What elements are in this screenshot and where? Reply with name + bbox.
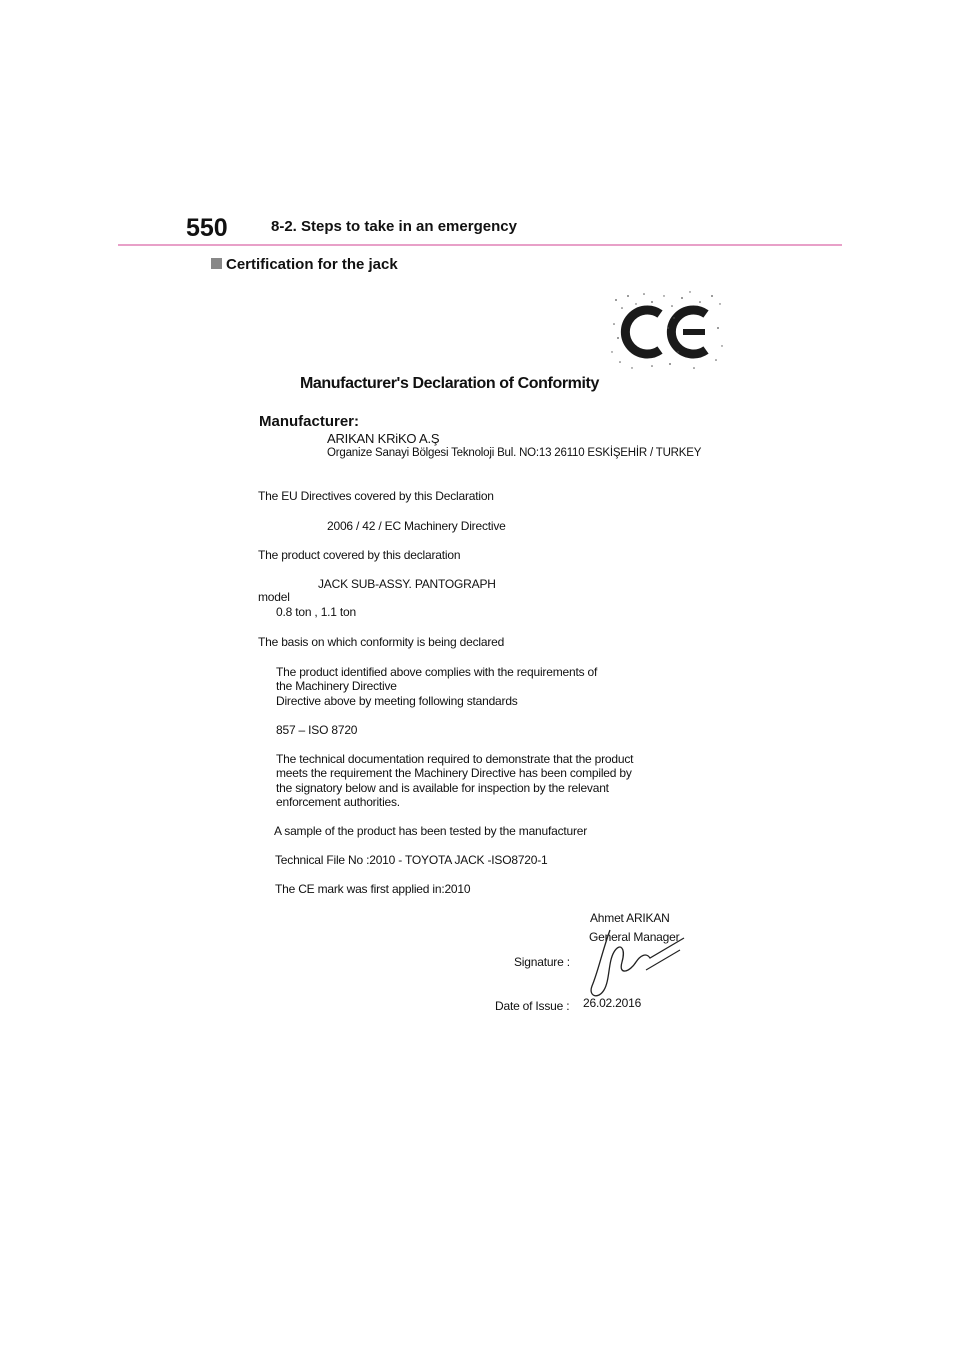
ce-mark-icon — [608, 288, 726, 372]
ce-first-applied: The CE mark was first applied in:2010 — [275, 882, 471, 896]
techdoc-line: meets the requirement the Machinery Directive has been compiled by — [276, 766, 632, 780]
basis-line: Directive above by meeting following standards — [276, 694, 518, 708]
product-label: The product covered by this declaration — [258, 548, 461, 562]
techdoc-line: enforcement authorities. — [276, 795, 400, 809]
manufacturer-address: Organize Sanayi Bölgesi Teknoloji Bul. NO:13 26110 ESKİŞEHİR / TURKEY — [327, 447, 702, 459]
date-value: 26.02.2016 — [583, 996, 642, 1010]
model-values: 0.8 ton , 1.1 ton — [276, 605, 356, 619]
header-rule — [118, 244, 842, 246]
directives-label: The EU Directives covered by this Declaration — [258, 489, 494, 503]
date-label: Date of Issue : — [495, 999, 570, 1013]
basis-line: The product identified above complies with the requirements of — [276, 665, 598, 679]
techdoc-line: The technical documentation required to demonstrate that the product — [276, 752, 634, 766]
manufacturer-name: ARIKAN KRiKO A.Ş — [327, 431, 440, 446]
section-title: 8-2. Steps to take in an emergency — [271, 218, 517, 235]
basis-label: The basis on which conformity is being declared — [258, 635, 505, 649]
subheading-text: Certification for the jack — [226, 256, 398, 273]
square-bullet-icon — [211, 258, 222, 269]
product-name: JACK SUB-ASSY. PANTOGRAPH — [318, 577, 496, 591]
techdoc-line: the signatory below and is available for inspection by the relevant — [276, 781, 609, 795]
signatory-name: Ahmet ARIKAN — [590, 911, 670, 925]
manufacturer-label: Manufacturer: — [259, 413, 360, 430]
document-title: Manufacturer's Declaration of Conformity — [300, 375, 599, 392]
subheading — [211, 256, 398, 273]
directive: 2006 / 42 / EC Machinery Directive — [327, 519, 506, 533]
technical-file: Technical File No :2010 - TOYOTA JACK -ISO8720-1 — [275, 853, 548, 867]
page-number: 550 — [186, 214, 228, 242]
model-label: model — [258, 590, 290, 604]
standard: 857 – ISO 8720 — [276, 723, 358, 737]
signatory-title: General Manager — [589, 930, 680, 944]
basis-line: the Machinery Directive — [276, 679, 397, 693]
handwritten-signature — [580, 922, 700, 1002]
sample-note: A sample of the product has been tested by the manufacturer — [274, 824, 588, 838]
signature-label: Signature : — [514, 955, 570, 969]
